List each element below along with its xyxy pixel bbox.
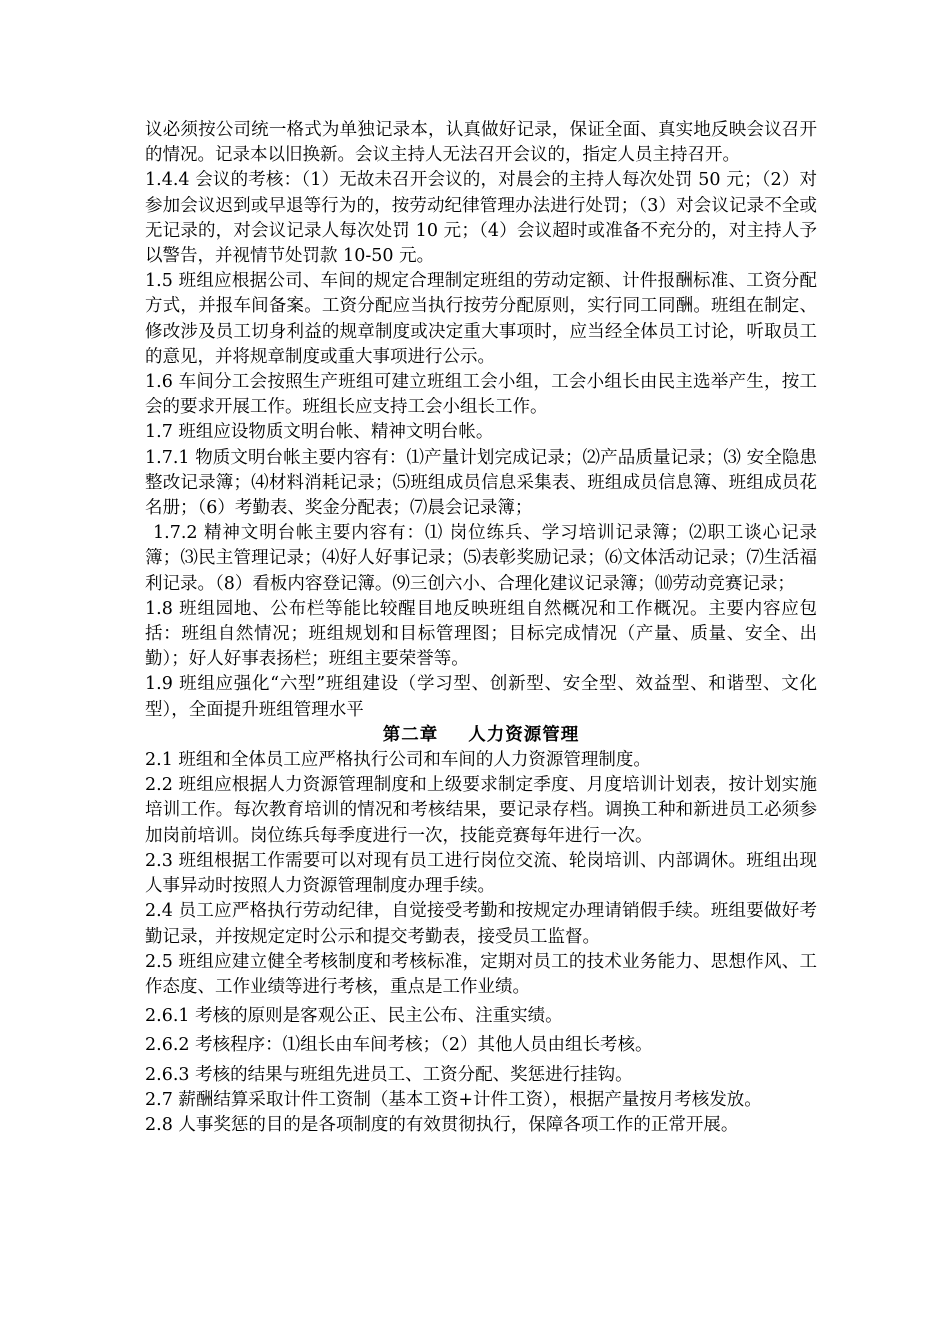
paragraph-2-2: 2.2 班组应根据人力资源管理制度和上级要求制定季度、月度培训计划表，按计划实施培训工作。每次教育培训的情况和考核结果，要记录存档。调换工种和新进员工必须参加岗前培训。岗位练兵每季度进行一次，技能竞赛每年进行一次。	[145, 775, 817, 846]
chapter-name: 人力资源管理	[468, 724, 580, 745]
paragraph-1-4-4: 1.4.4 会议的考核：（1）无故未召开会议的，对晨会的主持人每次处罚 50 元；（2）对参加会议迟到或早退等行为的，按劳动纪律管理办法进行处罚；（3）对会议记录不全或无记录的，对会议记录人每次处罚 10 元；（4）会议超时或准备不充分的，对主持人予以警告，并视情节处罚款 10-50 元。	[145, 170, 817, 267]
paragraph-2-7: 2.7 薪酬结算采取计件工资制（基本工资+计件工资），根据产量按月考核发放。	[145, 1089, 762, 1110]
paragraph-2-3: 2.3 班组根据工作需要可以对现有员工进行岗位交流、轮岗培训、内部调休。班组出现人事异动时按照人力资源管理制度办理手续。	[145, 850, 817, 897]
paragraph-2-5: 2.5 班组应建立健全考核制度和考核标准，定期对员工的技术业务能力、思想作风、工作态度、工作业绩等进行考核，重点是工作业绩。	[145, 951, 817, 997]
document-page	[145, 118, 817, 1138]
paragraph-1-7-1: 1.7.1 物质文明台帐主要内容有：⑴产量计划完成记录；⑵产品质量记录；⑶ 安全隐患整改记录簿；⑷材料消耗记录；⑸班组成员信息采集表、班组成员信息簿、班组成员花名册；（6）考勤表、奖金分配表；⑺晨会记录簿；	[145, 447, 817, 519]
paragraph-2-4: 2.4 员工应严格执行劳动纪律，自觉接受考勤和按规定办理请销假手续。班组要做好考勤记录，并按规定定时公示和提交考勤表，接受员工监督。	[145, 901, 817, 947]
paragraph-2-6-1: 2.6.1 考核的原则是客观公正、民主公布、注重实绩。	[145, 1006, 563, 1027]
paragraph-1-8: 1.8 班组园地、公布栏等能比较醒目地反映班组自然概况和工作概况。主要内容应包括：班组自然情况；班组规划和目标管理图；目标完成情况（产量、质量、安全、出勤）；好人好事表扬栏；班组主要荣誉等。	[145, 598, 817, 670]
paragraph-2-8: 2.8 人事奖惩的目的是各项制度的有效贯彻执行，保障各项工作的正常开展。	[145, 1114, 739, 1135]
paragraph-1-5: 1.5 班组应根据公司、车间的规定合理制定班组的劳动定额、计件报酬标准、工资分配方式，并报车间备案。工资分配应当执行按劳分配原则，实行同工同酬。班组在制定、修改涉及员工切身利益的规章制度或决定重大事项时，应当经全体员工讨论，听取员工的意见，并将规章制度或重大事项进行公示。	[145, 271, 817, 367]
paragraph-1-9: 1.9 班组应强化“六型”班组建设（学习型、创新型、安全型、效益型、和谐型、文化型），全面提升班组管理水平	[145, 674, 817, 720]
paragraph-2-6-3: 2.6.3 考核的结果与班组先进员工、工资分配、奖惩进行挂钩。	[145, 1064, 633, 1085]
paragraph-2-1: 2.1 班组和全体员工应严格执行公司和车间的人力资源管理制度。	[145, 750, 651, 771]
paragraph-1-6: 1.6 车间分工会按照生产班组可建立班组工会小组，工会小组长由民主选举产生，按工会的要求开展工作。班组长应支持工会小组长工作。	[145, 372, 817, 418]
paragraph-1-7-2: 1.7.2 精神文明台帐主要内容有：⑴ 岗位练兵、学习培训记录簿；⑵职工谈心记录簿；⑶民主管理记录；⑷好人好事记录；⑸表彰奖励记录；⑹文体活动记录；⑺生活福利记录。（8）看板内容登记簿。⑼三创六小、合理化建议记录簿；⑽劳动竞赛记录；	[145, 523, 817, 594]
paragraph-meeting-record: 议必须按公司统一格式为单独记录本，认真做好记录，保证全面、真实地反映会议召开的情况。记录本以旧换新。会议主持人无法召开会议的，指定人员主持召开。	[145, 120, 817, 166]
paragraph-2-6-2: 2.6.2 考核程序：⑴组长由车间考核；（2）其他人员由组长考核。	[145, 1035, 653, 1056]
chapter-number: 第二章	[382, 724, 439, 745]
paragraph-1-7: 1.7 班组应设物质文明台帐、精神文明台帐。	[145, 422, 494, 443]
chapter-title	[145, 723, 817, 748]
